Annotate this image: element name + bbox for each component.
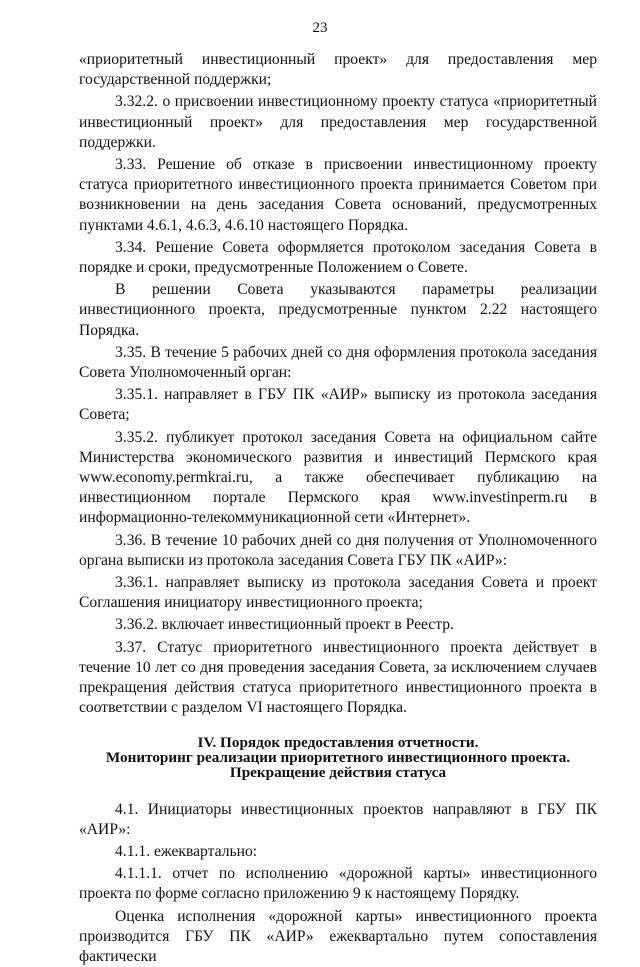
heading-line: Прекращение действия статуса xyxy=(229,763,447,781)
heading-line: Мониторинг реализации приоритетного инвестиционного проекта. xyxy=(105,748,571,766)
paragraph: 3.36. В течение 10 рабочих дней со дня получения от Уполномоченного органа выписки из протокола заседания Совета ГБУ ПК «АИР»: xyxy=(79,531,597,569)
paragraph: «приоритетный инвестиционный проект» для предоставления мер государственной поддержки; xyxy=(79,51,597,89)
paragraph: 3.35.1. направляет в ГБУ ПК «АИР» выписку из протокола заседания Совета; xyxy=(79,386,597,424)
paragraph: 3.33. Решение об отказе в присвоении инвестиционному проекту статуса приоритетного инвестиционного проекта принимается Советом при возникновении на день заседания Совета оснований, предусмотренных пунктами 4.6.1, 4.6.3, 4.6.10 настоящего Порядка. xyxy=(79,156,597,234)
section-heading xyxy=(79,735,597,780)
paragraph: 3.36.1. направляет выписку из протокола заседания Совета и проект Соглашения инициатору инвестиционного проекта; xyxy=(79,574,597,612)
paragraph: 4.1. Инициаторы инвестиционных проектов направляют в ГБУ ПК «АИР»: xyxy=(79,800,597,838)
paragraph: 3.35. В течение 5 рабочих дней со дня оформления протокола заседания Совета Уполномоченный орган: xyxy=(79,343,597,382)
document-body xyxy=(79,50,597,967)
paragraph: 3.34. Решение Совета оформляется протоколом заседания Совета в порядке и сроки, предусмотренные Положением о Совете. xyxy=(79,238,597,277)
paragraph: В решении Совета указываются параметры реализации инвестиционного проекта, предусмотренные пунктом 2.22 настоящего Порядка. xyxy=(79,281,597,339)
paragraph: 4.1.1. ежеквартально: xyxy=(115,842,258,860)
heading-line: IV. Порядок предоставления отчетности. xyxy=(197,733,479,751)
paragraph: 3.32.2. о присвоении инвестиционному проекту статуса «приоритетный инвестиционный проект» для предоставления мер государственной поддержки. xyxy=(79,93,597,151)
paragraph: 4.1.1.1. отчет по исполнению «дорожной карты» инвестиционного проекта по форме согласно приложению 9 к настоящему Порядку. xyxy=(79,865,597,903)
paragraph: Оценка исполнения «дорожной карты» инвестиционного проекта производится ГБУ ПК «АИР» ежеквартально путем сопоставления фактически xyxy=(79,907,597,965)
paragraph: 3.35.2. публикует протокол заседания Совета на официальном сайте Министерства экономического развития и инвестиций Пермского края www.economy.permkrai.ru, а также обеспечивает публикацию на инвестиционном портале Пермского края www.investinperm.ru в информационно-телекоммуникационной сети «Интернет». xyxy=(79,428,597,527)
paragraph: 3.36.2. включает инвестиционный проект в Реестр. xyxy=(115,616,454,634)
page-number: 23 xyxy=(312,20,328,36)
paragraph: 3.37. Статус приоритетного инвестиционного проекта действует в течение 10 лет со дня проведения заседания Совета, за исключением случаев прекращения действия статуса приоритетного инвестиционного проекта в соответствии с разделом VI настоящего Порядка. xyxy=(79,638,597,717)
